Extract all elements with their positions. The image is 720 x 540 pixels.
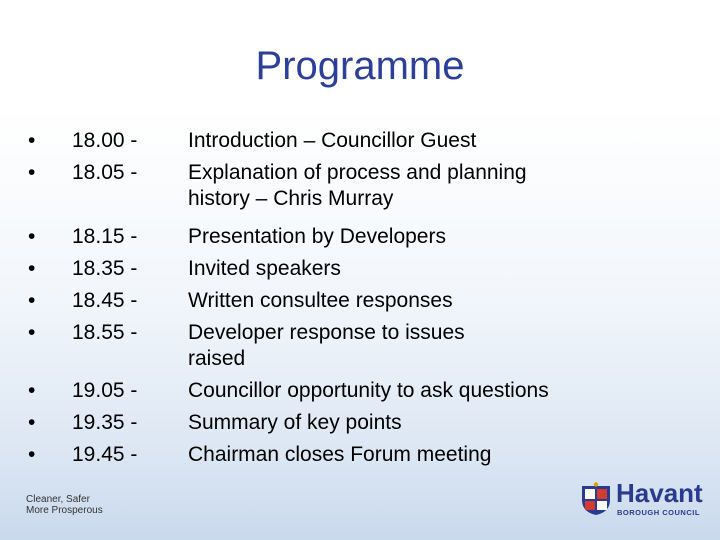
- bullet-icon: •: [28, 411, 36, 434]
- time-label: 19.45 -: [72, 443, 138, 466]
- time-label: 19.05 -: [72, 379, 138, 402]
- time-label: 18.45 -: [72, 289, 138, 312]
- footer-tagline: [26, 494, 103, 516]
- slide-title: Programme: [255, 44, 465, 88]
- time-label: 18.00 -: [72, 129, 138, 152]
- programme-item-continued: history – Chris Murray: [188, 187, 394, 210]
- programme-item: Councillor opportunity to ask questions: [188, 379, 549, 402]
- time-label: 18.05 -: [72, 161, 138, 184]
- logo-subtitle: BOROUGH COUNCIL: [617, 508, 700, 517]
- bullet-icon: •: [28, 225, 36, 248]
- time-label: 18.35 -: [72, 257, 138, 280]
- bullet-icon: •: [28, 161, 36, 184]
- logo-wordmark: Havant: [616, 478, 703, 508]
- programme-item-continued: raised: [188, 347, 246, 370]
- time-label: 18.55 -: [72, 321, 138, 344]
- programme-item: Explanation of process and planning: [188, 161, 527, 184]
- tagline-line: More Prosperous: [26, 505, 103, 516]
- bullet-icon: •: [28, 321, 36, 344]
- time-label: 18.15 -: [72, 225, 138, 248]
- bullet-icon: •: [28, 443, 36, 466]
- bullet-icon: •: [28, 129, 36, 152]
- programme-item: Invited speakers: [188, 257, 341, 280]
- programme-item: Summary of key points: [188, 411, 402, 434]
- bullet-icon: •: [28, 289, 36, 312]
- programme-item: Chairman closes Forum meeting: [188, 443, 492, 466]
- bullet-icon: •: [28, 257, 36, 280]
- council-logo: [574, 478, 714, 520]
- programme-item: Introduction – Councillor Guest: [188, 129, 477, 152]
- crest-icon: [578, 482, 614, 516]
- tagline-line: Cleaner, Safer: [26, 494, 90, 505]
- programme-item: Written consultee responses: [188, 289, 453, 312]
- programme-item: Developer response to issues: [188, 321, 465, 344]
- time-label: 19.35 -: [72, 411, 138, 434]
- bullet-icon: •: [28, 379, 36, 402]
- programme-item: Presentation by Developers: [188, 225, 446, 248]
